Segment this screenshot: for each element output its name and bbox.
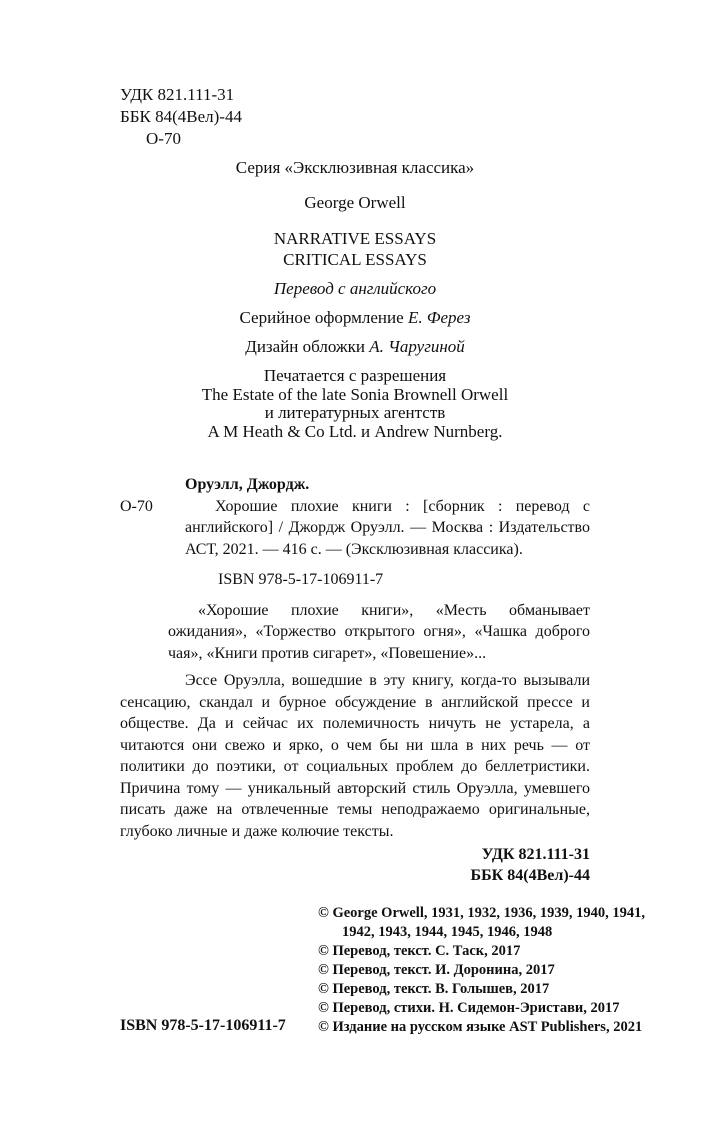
copyright-line-orwell: © George Orwell, 1931, 1932, 1936, 1939, 1940, 1941, 1942, 1943, 1944, 1945, 1946, 1948 xyxy=(318,905,645,940)
series-line: Серия «Эксклюзивная классика» xyxy=(235,158,475,177)
classification-block xyxy=(120,84,590,150)
udk-code-right: УДК 821.111-31 xyxy=(481,846,590,863)
permission-line-4: A M Heath & Co Ltd. и Andrew Nurnberg. xyxy=(207,421,503,441)
series-design-name: Е. Ферез xyxy=(407,308,471,327)
catalog-isbn: ISBN 978-5-17-106911-7 xyxy=(218,571,384,588)
annotation-text: Эссе Оруэлла, вошедшие в эту книгу, когда-то вызывали сенсацию, скандал и бурное обсуждение в английской прессе и обществе. Да и сейчас их полемичность ничуть не устарела, а читаются они свежо и ярко, о чем бы ни шла в них речь — от политики до поэтики, от социальных проблем до беллетристики. Причина тому — уникальный авторский стиль Оруэлла, умевшего писать даже на отвлеченные темы неподражаемо оригинальные, глубоко личные и даже колючие тексты. xyxy=(120,672,590,840)
permission-block xyxy=(120,367,590,441)
author-name: George Orwell xyxy=(304,193,406,212)
catalog-card xyxy=(120,474,590,886)
copyright-line-golyshev: © Перевод, текст. В. Голышев, 2017 xyxy=(318,981,550,997)
udk-code: УДК 821.111-31 xyxy=(120,85,235,104)
classification-block-right xyxy=(120,844,590,886)
series-design-credit xyxy=(120,308,590,328)
permission-line-3: и литературных агентств xyxy=(264,403,446,422)
copyright-line-doronina: © Перевод, текст. И. Доронина, 2017 xyxy=(318,962,555,978)
translation-note: Перевод с английского xyxy=(273,279,437,298)
copyright-line-ast: © Издание на русском языке AST Publishers, 2021 xyxy=(318,1019,643,1035)
annotation-quotes: «Хорошие плохие книги», «Месть обманывает ожидания», «Торжество открытого огня», «Чашка доброго чая», «Книги против сигарет», «Повешение»... xyxy=(168,601,590,662)
author-sign-code: О-70 xyxy=(146,129,181,148)
book-title-line-2: CRITICAL ESSAYS xyxy=(283,250,427,269)
bottom-isbn: ISBN 978-5-17-106911-7 xyxy=(120,1017,286,1034)
catalog-author: Оруэлл, Джордж. xyxy=(185,476,310,493)
permission-line-1: Печатается с разрешения xyxy=(263,366,447,385)
catalog-entry: Хорошие плохие книги : [сборник : перевод с английского] / Джордж Оруэлл. — Москва : Издательство АСТ, 2021. — 416 с. — (Эксклюзивная классика). xyxy=(185,497,590,558)
cover-design-name: А. Чаругиной xyxy=(369,337,465,356)
catalog-author-sign: О-70 xyxy=(120,497,153,515)
cover-design-label: Дизайн обложки xyxy=(245,337,366,356)
series-design-label: Серийное оформление xyxy=(239,308,404,327)
copyright-block xyxy=(120,904,660,1037)
copyright-lines xyxy=(318,904,660,1037)
bbk-code-right: ББК 84(4Вел)-44 xyxy=(470,867,590,884)
copyright-line-sidemon: © Перевод, стихи. Н. Сидемон-Эристави, 2017 xyxy=(318,1000,620,1016)
bbk-code: ББК 84(4Вел)-44 xyxy=(120,107,242,126)
copyright-line-task: © Перевод, текст. С. Таск, 2017 xyxy=(318,943,521,959)
permission-line-2: The Estate of the late Sonia Brownell Orwell xyxy=(201,384,509,404)
title-block xyxy=(120,158,590,441)
cover-design-credit xyxy=(120,337,590,357)
catalog-entry-row xyxy=(120,496,590,561)
book-title-line-1: NARRATIVE ESSAYS xyxy=(273,229,437,248)
